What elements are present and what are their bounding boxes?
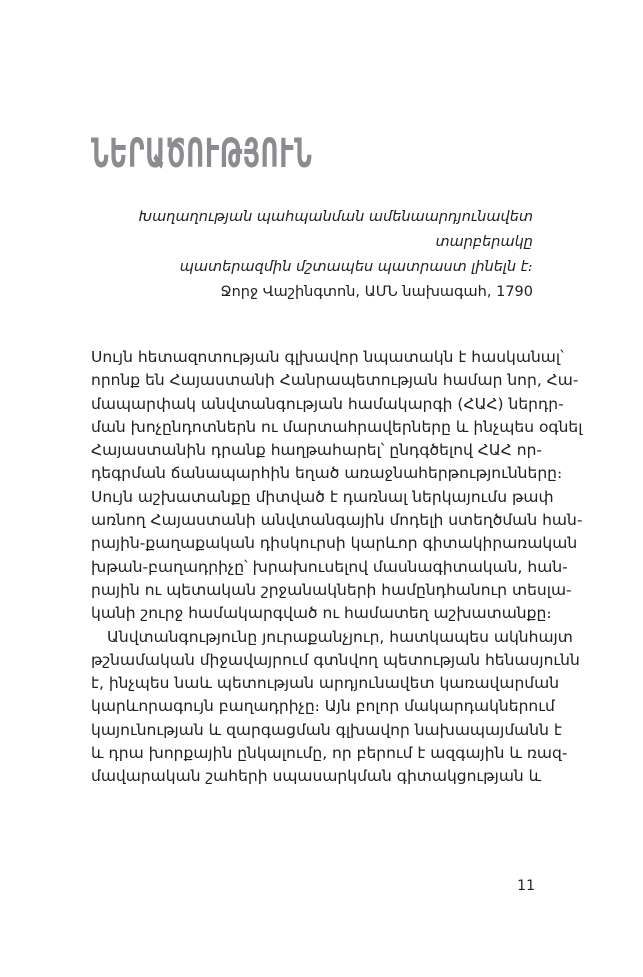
epigraph-line: Խաղաղության պահպանման ամենաարդյունավետ տարբերակը	[138, 209, 533, 250]
text-line: ման խոչընդոտներն ու մարտահրավերները և ինչպես օգնել	[91, 417, 583, 436]
text-line: մավարական շահերի սպասարկման գիտակցության և	[91, 767, 542, 786]
epigraph-attribution: Ջորջ Վաշինգտոն, ԱՄՆ նախագահ, 1790	[220, 284, 533, 300]
page-number: 11	[517, 878, 535, 894]
text-line: կանի շուրջ համակարգված ու համատեղ աշխատանքը։	[91, 604, 552, 623]
text-line: դեգրման ճանապարհին եղած առաջնահերթությունները։	[91, 464, 563, 483]
text-line: րային-քաղաքական դիսկուրսի կարևոր գիտակիրառական	[91, 534, 578, 553]
text-line: առնող Հայաստանի անվտանգային մոդելի ստեղծման հան-	[91, 511, 583, 530]
text-line: մապարփակ անվտանգության համակարգի (ՀԱՀ) ներդր-	[91, 394, 564, 413]
text-line: որոնք են Հայաստանի Հանրապետության համար նոր, Հա-	[91, 371, 579, 390]
text-line: կարևորագույն բաղադրիչը։ Այն բոլոր մակարդակներում	[91, 697, 555, 716]
text-line: և դրա խորքային ընկալումը, որ բերում է ազգային և ռազ-	[91, 744, 568, 763]
text-line: կայունության և զարգացման գլխավոր նախապայմանն է	[91, 720, 562, 739]
chapter-title: ՆԵՐԱԾՈՒԹՅՈՒՆ	[91, 130, 313, 177]
text-line: րային ու պետական շրջանակների համընդհանուր տեսլա-	[91, 580, 572, 599]
epigraph	[91, 205, 533, 305]
text-line: Սույն աշխատանքը միտված է դառնալ ներկայումս թափ	[91, 487, 554, 506]
body-text	[91, 346, 583, 789]
text-line: խթան-բաղադրիչը՝ խրախուսելով մասնագիտական, հան-	[91, 557, 568, 576]
epigraph-line: պատերազմին մշտապես պատրաստ լինելն է։	[179, 259, 533, 275]
text-line: թշնամական միջավայրում գտնվող պետության հենասյունն	[91, 650, 580, 669]
text-line: Անվտանգությունը յուրաքանչյուր, հատկապես ակնհայտ	[107, 627, 573, 646]
text-line: Սույն հետազոտության գլխավոր նպատակն է հասկանալ՝	[91, 348, 564, 366]
text-line: Հայաստանին դրանք հաղթահարել՝ ընդգծելով ՀԱՀ որ-	[91, 441, 543, 460]
text-line: է, ինչպես նաև պետության արդյունավետ կառավարման	[91, 674, 560, 693]
